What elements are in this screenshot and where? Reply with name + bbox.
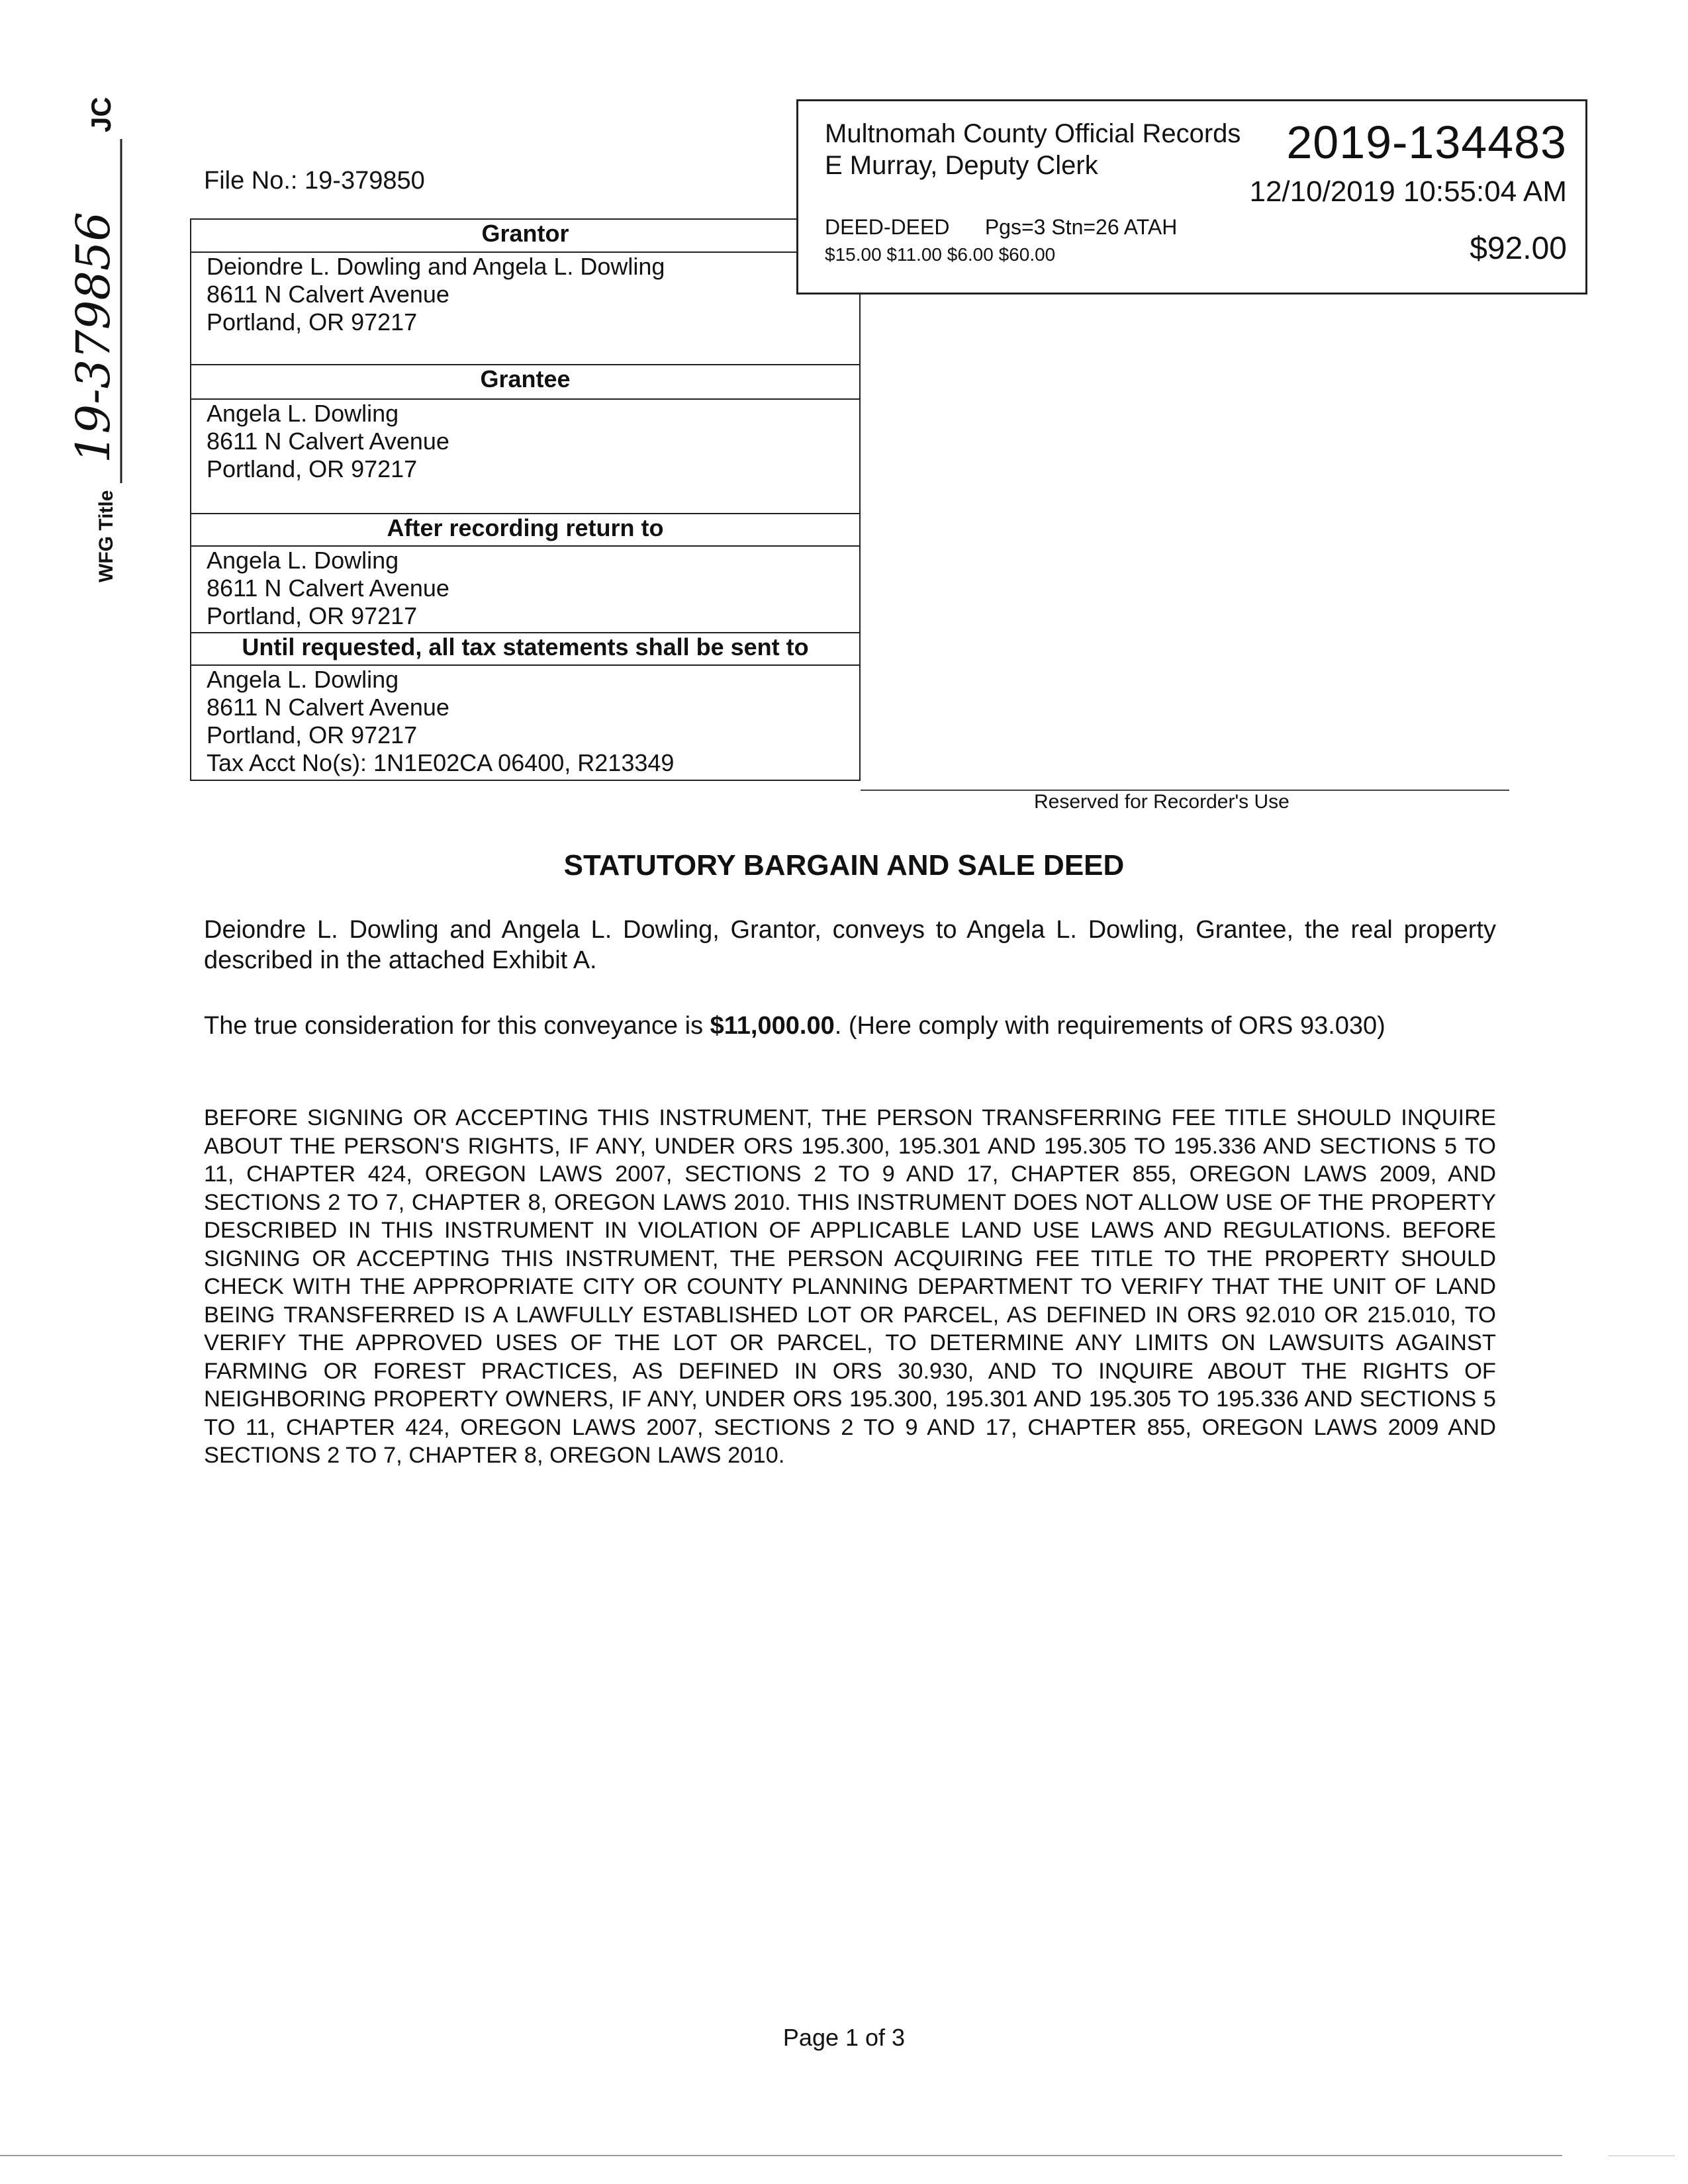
statutory-notice: BEFORE SIGNING OR ACCEPTING THIS INSTRUMENT, THE PERSON TRANSFERRING FEE TITLE SHOULD INQUIRE ABOUT THE PERSON'S RIGHTS, IF ANY, UNDER ORS 195.300, 195.301 AND 195.305 TO 195.336 AND SECTIONS 5 TO 11, CHAPTER 424, OREGON LAWS 2007, SECTIONS 2 TO 9 AND 17, CHAPTER 855, OREGON LAWS 2009, AND SECTIONS 2 TO 7, CHAPTER 8, OREGON LAWS 2010. THIS INSTRUMENT DOES NOT ALLOW USE OF THE PROPERTY DESCRIBED IN THIS INSTRUMENT IN VIOLATION OF APPLICABLE LAND USE LAWS AND REGULATIONS. BEFORE SIGNING OR ACCEPTING THIS INSTRUMENT, THE PERSON ACQUIRING FEE TITLE TO THE PROPERTY SHOULD CHECK WITH THE APPROPRIATE CITY OR COUNTY PLANNING DEPARTMENT TO VERIFY THAT THE UNIT OF LAND BEING TRANSFERRED IS A LAWFULLY ESTABLISHED LOT OR PARCEL, AS DEFINED IN ORS 92.010 OR 215.010, TO VERIFY THE APPROVED USES OF THE LOT OR PARCEL, TO DETERMINE ANY LIMITS ON LAWSUITS AGAINST FARMING OR FOREST PRACTICES, AS DEFINED IN ORS 30.930, AND TO INQUIRE ABOUT THE RIGHTS OF NEIGHBORING PROPERTY OWNERS, IF ANY, UNDER ORS 195.300, 195.301 AND 195.305 TO 195.336 AND SECTIONS 5 TO 11, CHAPTER 424, OREGON LAWS 2007, SECTIONS 2 TO 9 AND 17, CHAPTER 855, OREGON LAWS 2009 AND SECTIONS 2 TO 7, CHAPTER 8, OREGON LAWS 2010. (204, 1105, 1496, 1468)
stamp-initials: JC (85, 97, 117, 132)
stamp-company: WFG Title (95, 490, 117, 582)
conveyance-paragraph: Deiondre L. Dowling and Angela L. Dowling, Grantor, conveys to Angela L. Dowling, Grantee, the real property described in the attached Exhibit A. (204, 916, 1496, 974)
return-to-heading: After recording return to (387, 514, 664, 541)
grantor-heading: Grantor (481, 220, 569, 247)
recorder-stamp-box (796, 99, 1587, 295)
return-to-block (207, 547, 449, 630)
recording-type-line: DEED-DEED Pgs=3 Stn=26 ATAH (825, 215, 1178, 239)
tax-street: 8611 N Calvert Avenue (207, 694, 449, 721)
deed-title: STATUTORY BARGAIN AND SALE DEED (563, 849, 1125, 882)
consideration-prefix: The true consideration for this conveyance is (204, 1012, 710, 1040)
recording-datetime: 12/10/2019 10:55:04 AM (1249, 175, 1567, 208)
grantee-name: Angela L. Dowling (207, 400, 399, 427)
recorder-clerk: E Murray, Deputy Clerk (825, 151, 1098, 180)
consideration-paragraph (204, 1011, 1496, 1041)
grantee-block (207, 400, 449, 483)
consideration-amount: $11,000.00 (710, 1012, 835, 1040)
grantee-city: Portland, OR 97217 (207, 455, 418, 482)
tax-name: Angela L. Dowling (207, 666, 399, 693)
scan-edge-artifact (0, 2154, 1688, 2158)
return-to-name: Angela L. Dowling (207, 547, 399, 574)
grantor-name: Deiondre L. Dowling and Angela L. Dowling (207, 253, 665, 280)
page-number: Page 1 of 3 (782, 2024, 906, 2051)
consideration-suffix: . (Here comply with requirements of ORS 93.030) (834, 1012, 1385, 1040)
file-number: File No.: 19-379850 (204, 167, 425, 195)
recording-document-number: 2019-134483 (1286, 116, 1567, 168)
recorder-county: Multnomah County Official Records (825, 119, 1241, 148)
margin-title-stamp (63, 79, 142, 582)
recorder-office (825, 118, 1241, 181)
parties-table (190, 218, 861, 781)
recording-total: $92.00 (1470, 231, 1567, 266)
tax-statements-block (207, 666, 674, 777)
return-to-city: Portland, OR 97217 (207, 602, 418, 629)
tax-account-numbers: Tax Acct No(s): 1N1E02CA 06400, R213349 (207, 749, 675, 776)
reserved-for-recorder-label: Reserved for Recorder's Use (1034, 791, 1289, 813)
grantor-block (207, 253, 665, 336)
grantor-street: 8611 N Calvert Avenue (207, 281, 449, 308)
grantor-city: Portland, OR 97217 (207, 308, 418, 336)
grantee-street: 8611 N Calvert Avenue (207, 428, 449, 455)
tax-city: Portland, OR 97217 (207, 721, 418, 749)
grantee-heading: Grantee (480, 365, 571, 392)
return-to-street: 8611 N Calvert Avenue (207, 574, 449, 602)
tax-statements-heading: Until requested, all tax statements shall be sent to (242, 633, 809, 660)
recording-fees: $15.00 $11.00 $6.00 $60.00 (825, 244, 1056, 265)
handwritten-file-number: 19-379856 (66, 212, 120, 463)
